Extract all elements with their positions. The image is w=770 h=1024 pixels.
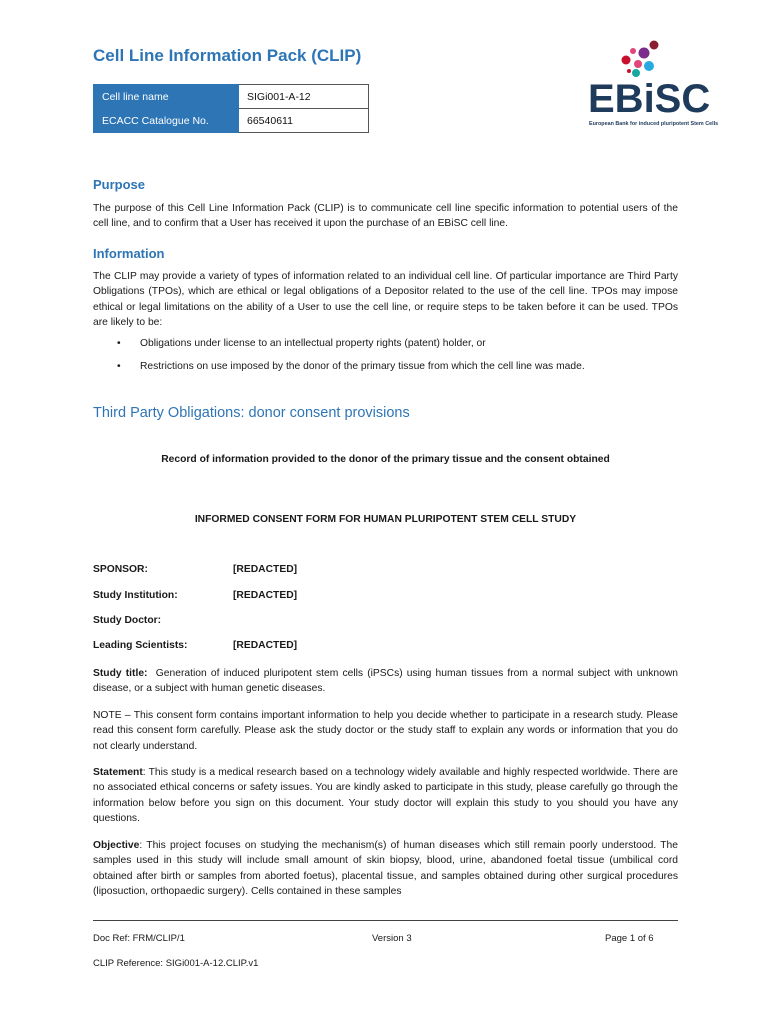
study-doctor-label: Study Doctor:	[93, 615, 162, 626]
cell-line-name-label: Cell line name	[94, 85, 239, 109]
logo-dot	[650, 41, 659, 50]
page-number: Page 1 of 6	[605, 933, 654, 944]
ebisc-logo	[588, 40, 723, 130]
catalogue-no-value: 66540611	[239, 109, 369, 133]
sponsor-label: SPONSOR:	[93, 564, 148, 575]
objective-label: Objective	[93, 840, 140, 851]
table-row	[94, 85, 369, 109]
logo-subtitle: European Bank for induced pluripotent Stem Cells	[589, 121, 719, 127]
clip-reference: CLIP Reference: SIGi001-A-12.CLIP.v1	[93, 958, 259, 969]
logo-dot	[622, 56, 631, 65]
sponsor-value: [REDACTED]	[233, 564, 298, 575]
cell-line-name-value: SIGi001-A-12	[239, 85, 369, 109]
form-title: INFORMED CONSENT FORM FOR HUMAN PLURIPOTENT STEM CELL STUDY	[194, 514, 577, 525]
tpo-heading: Third Party Obligations: donor consent provisions	[93, 405, 410, 421]
study-institution-value: [REDACTED]	[233, 590, 298, 601]
purpose-heading: Purpose	[93, 177, 146, 192]
logo-dot	[634, 60, 642, 68]
objective-text: : This project focuses on studying the mechanism(s) of human diseases which still remain poorly understood. The samples used in this study will include small amount of skin biopsy, blood, urine, abandoned foetal tissue (umbilical cord obtained after birth or samples from aborted foetus), placental tissue, and samples obtained during other surgical procedures (liposuction, orthopaedic surgery). Cells contained in these samples	[93, 840, 678, 897]
information-text: The CLIP may provide a variety of types of information related to an individual cell line. Of particular importance are Third Party Obligations (TPOs), which are ethical or legal obligations of a Depositor related to the use of the cell line. TPOs may impose ethical or legal limitations on the ability of a User to use the cell line, or require steps to be taken before it can be used. TPOs are likely to be:	[93, 271, 678, 328]
logo-dot	[627, 69, 631, 73]
information-heading: Information	[93, 246, 165, 261]
study-title-paragraph	[93, 666, 678, 697]
objective-paragraph	[93, 838, 678, 899]
version: Version 3	[372, 933, 412, 944]
logo-dot	[630, 48, 636, 54]
page-title: Cell Line Information Pack (CLIP)	[93, 46, 362, 65]
statement-paragraph	[93, 765, 678, 826]
logo-dot	[639, 48, 650, 59]
statement-text: : This study is a medical research based on a technology widely available and highly respected worldwide. There are no associated ethical concerns or safety issues. You are kindly asked to participate in this study, please carefully go through the information below before you sign on this document. Your study doctor will explain this study to you should you have any questions.	[93, 767, 678, 824]
bullet-icon: •	[117, 338, 121, 349]
bullet-icon: •	[117, 361, 121, 372]
cell-line-info-table	[93, 84, 369, 133]
study-institution-label: Study Institution:	[93, 590, 178, 601]
footer-divider	[93, 920, 678, 921]
catalogue-no-label: ECACC Catalogue No.	[94, 109, 239, 133]
bullet-item: Restrictions on use imposed by the donor of the primary tissue from which the cell line was made.	[140, 361, 585, 372]
leading-scientists-label: Leading Scientists:	[93, 640, 188, 651]
study-title-label: Study title:	[93, 668, 148, 679]
statement-label: Statement	[93, 767, 143, 778]
table-row	[94, 109, 369, 133]
bullet-item: Obligations under license to an intellectual property rights (patent) holder, or	[140, 338, 486, 349]
doc-ref: Doc Ref: FRM/CLIP/1	[93, 933, 185, 944]
purpose-text: The purpose of this Cell Line Information Pack (CLIP) is to communicate cell line specific information to potential users of the cell line, and to confirm that a User has received it upon the purchase of an EBiSC cell line.	[93, 203, 678, 230]
note-paragraph: NOTE – This consent form contains important information to help you decide whether to participate in a research study. Please read this consent form carefully. Please ask the study doctor or the study staff to explain any words or information that you do not clearly understand.	[93, 710, 678, 752]
study-title-text: Generation of induced pluripotent stem cells (iPSCs) using human tissues from a normal subject with unknown disease, or a subject with human genetic diseases.	[93, 668, 678, 695]
logo-text: EBiSC	[588, 77, 711, 121]
logo-dot	[644, 61, 654, 71]
leading-scientists-value: [REDACTED]	[233, 640, 298, 651]
record-heading: Record of information provided to the donor of the primary tissue and the consent obtained	[161, 454, 610, 465]
logo-dot	[632, 69, 640, 77]
